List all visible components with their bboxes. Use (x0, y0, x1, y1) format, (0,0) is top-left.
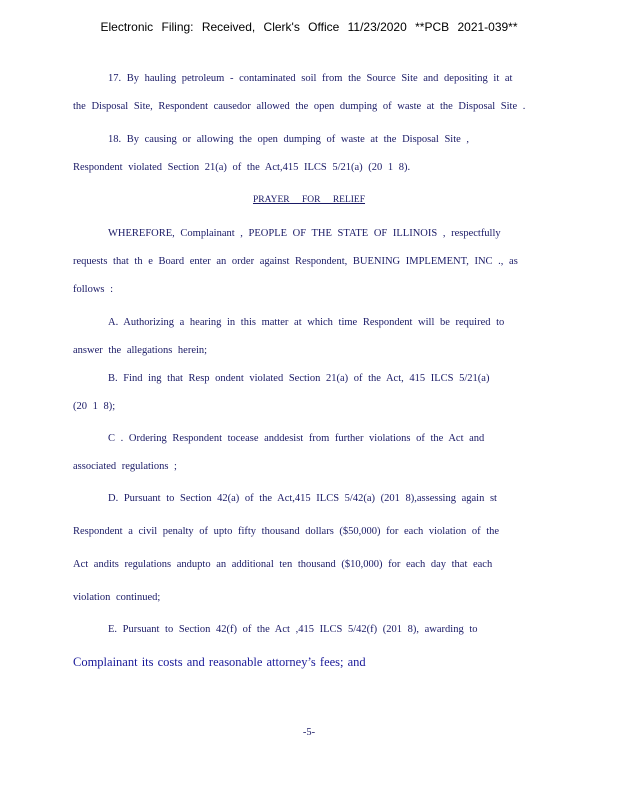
item-d-line-1: D. Pursuant to Section 42(a) of the Act,415 ILCS 5/42(a) (201 8),assessing again st (108, 493, 497, 504)
item-a-line-2: answer the allegations herein; (73, 345, 208, 356)
item-d-line-4: violation continued; (73, 592, 161, 603)
item-b-line-1: B. Find ing that Resp ondent violated Section 21(a) of the Act, 415 ILCS 5/21(a) (108, 373, 490, 384)
wherefore-line-2: requests that th e Board enter an order against Respondent, BUENING IMPLEMENT, INC ., as (73, 256, 518, 267)
item-c-line-1: C . Ordering Respondent tocease anddesist from further violations of the Act and (108, 433, 485, 444)
item-a-line-1: A. Authorizing a hearing in this matter at which time Respondent will be required to (108, 317, 505, 328)
item-d-line-3: Act andits regulations andupto an additional ten thousand ($10,000) for each day that each (73, 559, 493, 570)
prayer-for-relief-heading: PRAYER FOR RELIEF (252, 195, 366, 205)
item-b-line-2: (20 1 8); (73, 401, 116, 412)
item-e-line-1: E. Pursuant to Section 42(f) of the Act ,415 ILCS 5/42(f) (201 8), awarding to (108, 624, 478, 635)
paragraph-18-line-1: 18. By causing or allowing the open dumping of waste at the Disposal Site , (108, 134, 470, 145)
filing-header: Electronic Filing: Received, Clerk's Office 11/23/2020 **PCB 2021-039** (100, 20, 518, 34)
paragraph-17-line-2: the Disposal Site, Respondent causedor allowed the open dumping of waste at the Disposal Site . (73, 101, 526, 112)
item-d-line-2: Respondent a civil penalty of upto fifty thousand dollars ($50,000) for each violation of the (73, 526, 500, 537)
page-number: -5- (302, 727, 316, 738)
item-e-line-2: Complainant its costs and reasonable attorney’s fees; and (73, 655, 366, 669)
paragraph-17-line-1: 17. By hauling petroleum - contaminated soil from the Source Site and depositing it at (108, 73, 513, 84)
wherefore-line-1: WHEREFORE, Complainant , PEOPLE OF THE STATE OF ILLINOIS , respectfully (108, 228, 501, 239)
paragraph-18-line-2: Respondent violated Section 21(a) of the Act,415 ILCS 5/21(a) (20 1 8). (73, 162, 411, 173)
item-c-line-2: associated regulations ; (73, 461, 177, 472)
wherefore-line-3: follows : (73, 284, 114, 295)
